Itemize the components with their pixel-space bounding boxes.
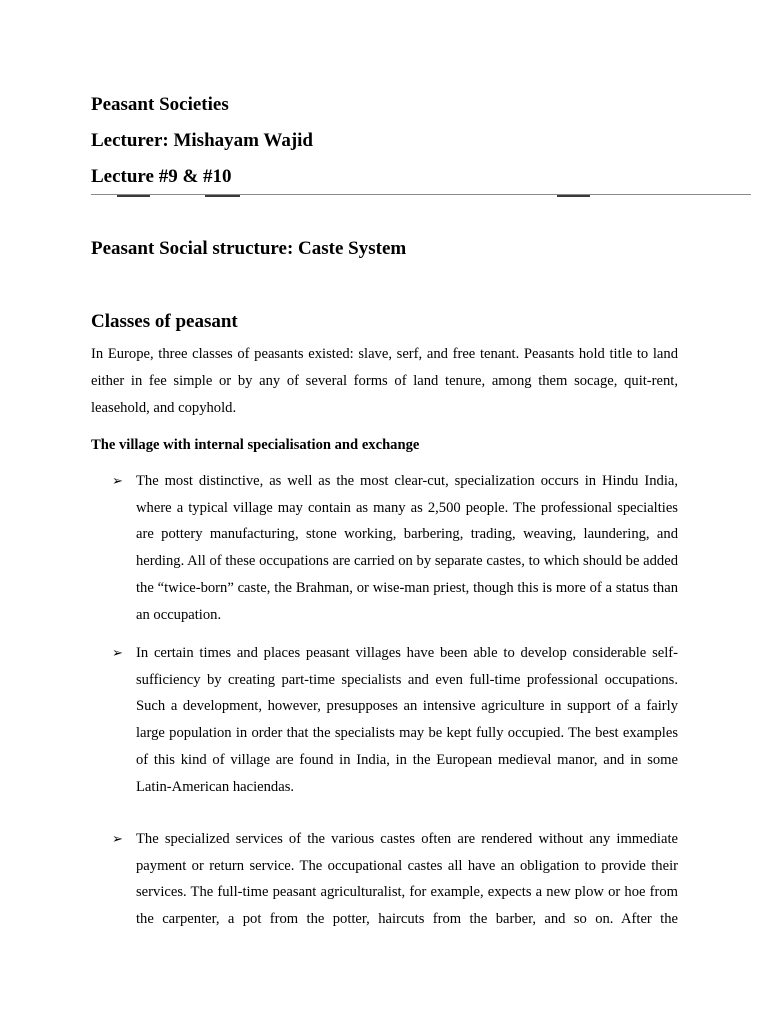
arrow-bullet-icon: ➢ xyxy=(112,646,123,661)
bullet-item xyxy=(112,468,678,628)
lecturer-name: Lecturer: Mishayam Wajid xyxy=(91,130,313,151)
arrow-bullet-icon: ➢ xyxy=(112,474,123,489)
lecture-number: Lecture #9 & #10 xyxy=(91,166,232,187)
divider-accent xyxy=(117,195,150,197)
header-divider xyxy=(91,194,751,195)
course-title: Peasant Societies xyxy=(91,94,229,115)
bullet-item xyxy=(112,826,678,936)
divider-accent xyxy=(205,195,240,197)
bullet-text: In certain times and places peasant villages have been able to develop considerable self-sufficiency by creating part-time specialists and even full-time professional occupations. Such a development, however, presupposes an intensive agriculture in support of a fairly large population in order that the specialists may be kept fully occupied. The best examples of this kind of village are found in India, in the European medieval manor, and in some Latin-American haciendas. xyxy=(136,645,678,795)
bullet-text: The most distinctive, as well as the most clear-cut, specialization occurs in Hindu India, where a typical village may contain as many as 2,500 people. The professional specialties are pottery manufacturing, stone working, barbering, trading, weaving, laundering, and herding. All of these occupations are carried on by separate castes, to which should be added the “twice-born” caste, the Brahman, or wise-man priest, though this is more of a status than an occupation. xyxy=(136,473,678,623)
divider-accent xyxy=(557,195,590,197)
arrow-bullet-icon: ➢ xyxy=(112,832,123,847)
section-title: Peasant Social structure: Caste System xyxy=(91,238,407,259)
bold-subheading: The village with internal specialisation and exchange xyxy=(91,437,420,453)
subsection-title: Classes of peasant xyxy=(91,311,238,332)
intro-paragraph: In Europe, three classes of peasants existed: slave, serf, and free tenant. Peasants hold title to land either in fee simple or by any of several forms of land tenure, among them socage, quit-rent, leasehold, and copyhold. xyxy=(91,346,678,416)
bullet-text: The specialized services of the various castes often are rendered without any immediate payment or return service. The occupational castes all have an obligation to provide their services. The full-time peasant agriculturalist, for example, expects a new plow or hoe from the carpenter, a pot from the potter, haircuts from the barber, and so on. After the xyxy=(136,831,678,928)
bullet-item xyxy=(112,640,678,800)
